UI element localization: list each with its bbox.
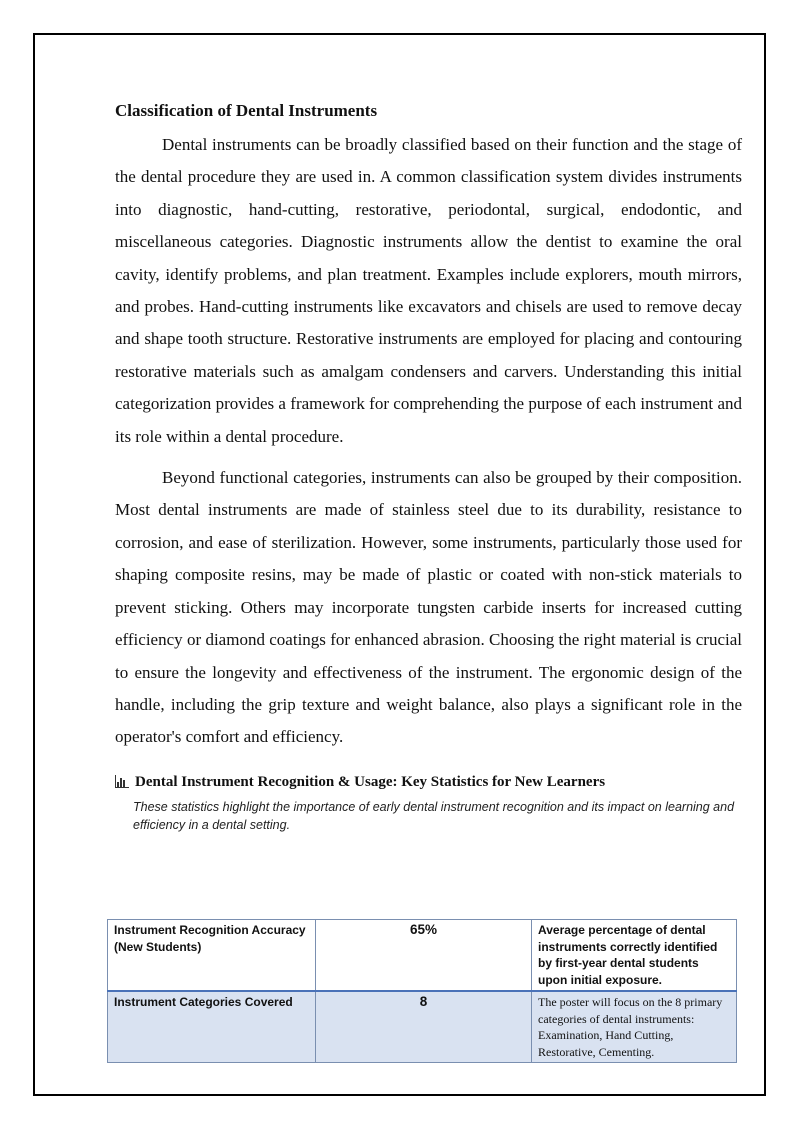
paragraph-2: Beyond functional categories, instruments can also be grouped by their composition. Most dental instruments are made of stainless steel due to its durability, resistance to corrosion, and ease of sterilization. However, some instruments, particularly those used for shaping composite resins, may be made of plastic or coated with non-stick materials to prevent sticking. Others may incorporate tungsten carbide inserts for increased cutting efficiency or diamond coatings for enhanced abrasion. Choosing the right material is crucial to ensure the longevity and effectiveness of the instrument. The ergonomic design of the handle, including the grip texture and weight balance, also plays a significant role in the operator's comfort and efficiency. — [115, 468, 742, 747]
document-body — [115, 97, 742, 834]
stat-value: 8 — [316, 991, 532, 1063]
stats-title-text: Dental Instrument Recognition & Usage: Key Statistics for New Learners — [135, 773, 606, 790]
section-heading: Classification of Dental Instruments — [115, 101, 378, 120]
table-row — [108, 991, 737, 1063]
stat-label: Instrument Recognition Accuracy (New Students) — [108, 920, 316, 992]
stat-description: The poster will focus on the 8 primary categories of dental instruments: Examination, Hand Cutting, Restorative, Cementing. — [532, 991, 737, 1063]
stat-label: Instrument Categories Covered — [108, 991, 316, 1063]
stats-title — [115, 772, 742, 792]
bar-chart-icon — [115, 775, 129, 788]
stats-table — [107, 919, 737, 1063]
table-row — [108, 920, 737, 992]
stat-description: Average percentage of dental instruments correctly identified by first-year dental students upon initial exposure. — [532, 920, 737, 992]
paragraph-1: Dental instruments can be broadly classified based on their function and the stage of the dental procedure they are used in. A common classification system divides instruments into diagnostic, hand-cutting, restorative, periodontal, surgical, endodontic, and miscellaneous categories. Diagnostic instruments allow the dentist to examine the oral cavity, identify problems, and plan treatment. Examples include explorers, mouth mirrors, and probes. Hand-cutting instruments like excavators and chisels are used to remove decay and shape tooth structure. Restorative instruments are employed for placing and contouring restorative materials such as amalgam condensers and carvers. Understanding this initial categorization provides a framework for comprehending the purpose of each instrument and its role within a dental procedure. — [115, 135, 742, 446]
stat-value: 65% — [316, 920, 532, 992]
stats-subtitle: These statistics highlight the importance of early dental instrument recognition and its impact on learning and efficiency in a dental setting. — [133, 799, 735, 832]
